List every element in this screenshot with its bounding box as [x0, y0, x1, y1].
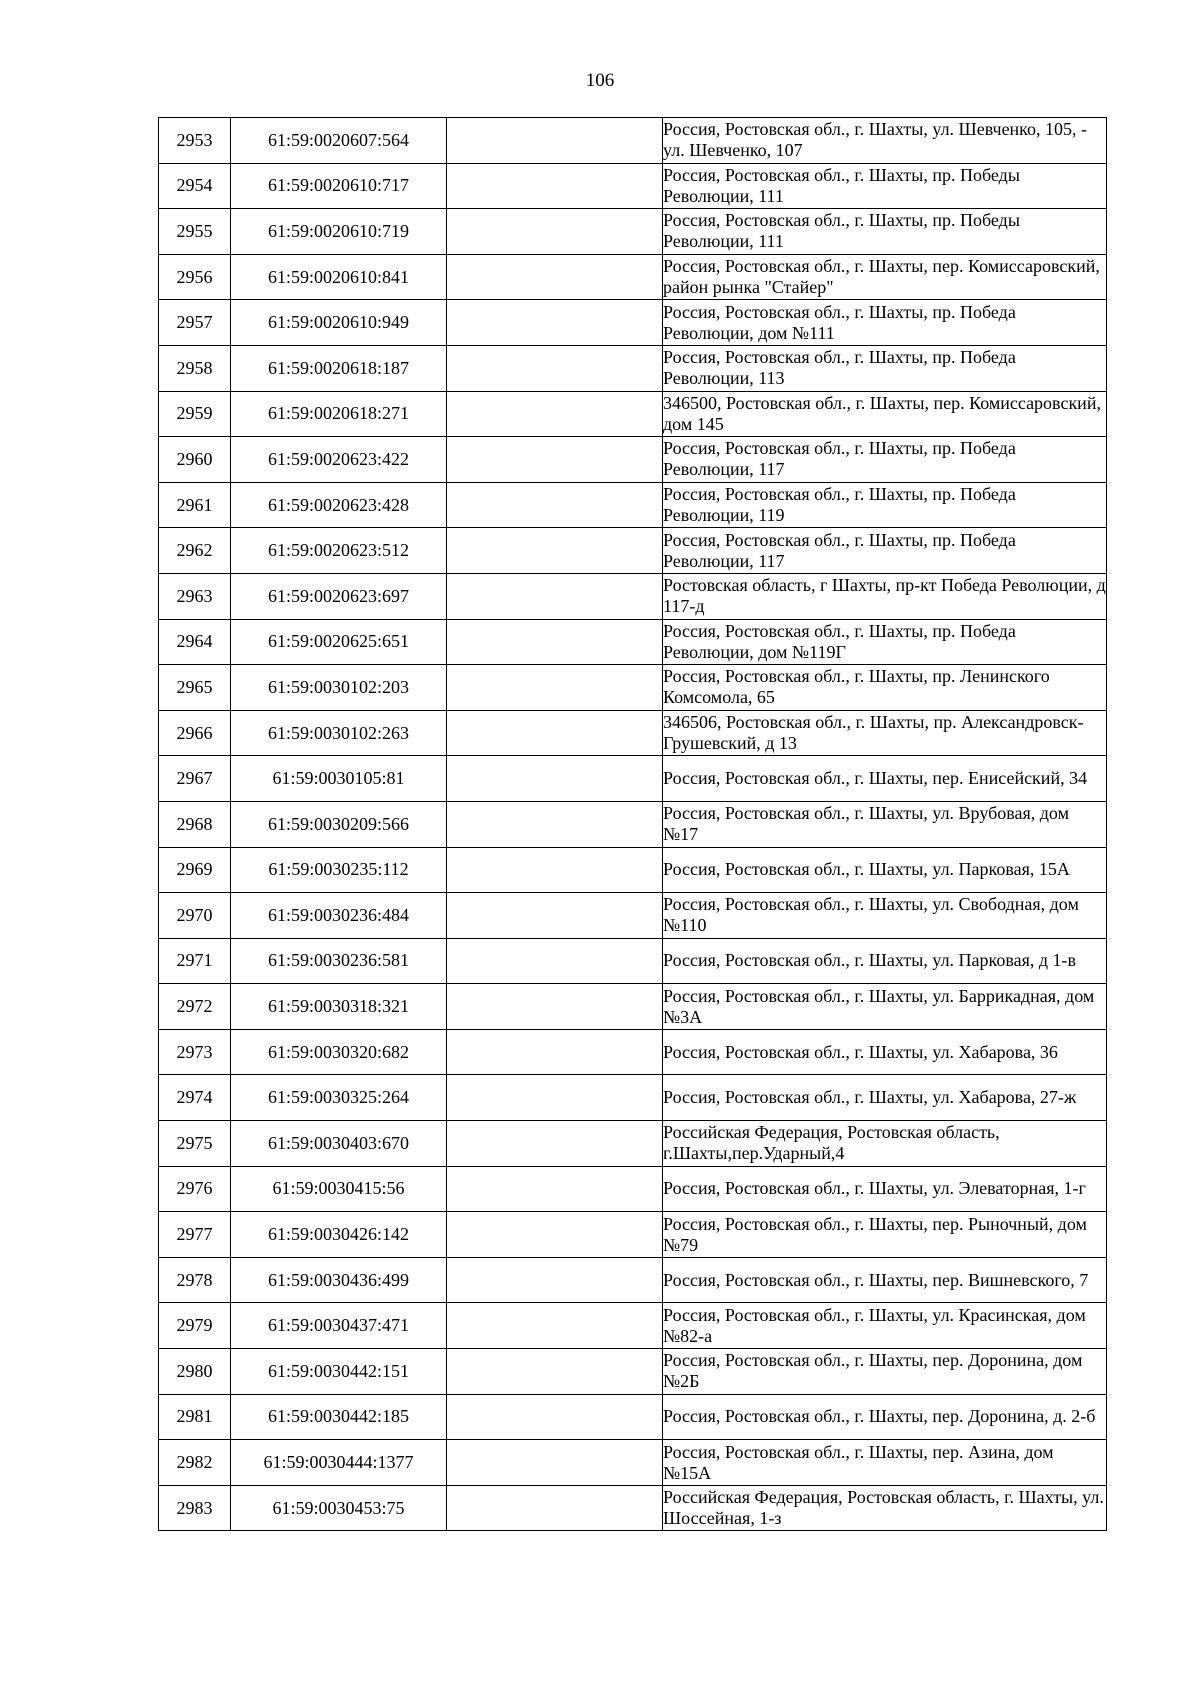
address-cell: 346500, Ростовская обл., г. Шахты, пер. Комиссаровский, дом 145	[663, 391, 1107, 437]
address-cell: Россия, Ростовская обл., г. Шахты, ул. Хабарова, 36	[663, 1029, 1107, 1075]
address-cell: Россия, Ростовская обл., г. Шахты, пр. Победа Революции, дом №111	[663, 300, 1107, 346]
cadastral-number-cell: 61:59:0020618:271	[231, 391, 447, 437]
empty-cell	[447, 893, 663, 939]
table-row	[159, 619, 1107, 665]
cadastral-number-cell: 61:59:0030415:56	[231, 1166, 447, 1212]
table-row	[159, 528, 1107, 574]
table-row	[159, 1394, 1107, 1440]
table-row	[159, 209, 1107, 255]
row-number-cell: 2974	[159, 1075, 231, 1121]
address-cell: Россия, Ростовская обл., г. Шахты, ул. Парковая, 15А	[663, 847, 1107, 893]
table-row	[159, 254, 1107, 300]
table-row	[159, 573, 1107, 619]
address-cell: Россия, Ростовская обл., г. Шахты, пр. Победа Революции, 117	[663, 437, 1107, 483]
empty-cell	[447, 1257, 663, 1303]
empty-cell	[447, 118, 663, 164]
address-cell: Россия, Ростовская обл., г. Шахты, ул. Шевченко, 105, - ул. Шевченко, 107	[663, 118, 1107, 164]
address-cell: Россия, Ростовская обл., г. Шахты, ул. Врубовая, дом №17	[663, 801, 1107, 847]
address-cell: Россия, Ростовская обл., г. Шахты, пер. Доронина, дом №2Б	[663, 1349, 1107, 1395]
empty-cell	[447, 345, 663, 391]
row-number-cell: 2970	[159, 893, 231, 939]
address-cell: Россия, Ростовская обл., г. Шахты, пр. Победа Революции, дом №119Г	[663, 619, 1107, 665]
row-number-cell: 2956	[159, 254, 231, 300]
empty-cell	[447, 756, 663, 802]
row-number-cell: 2958	[159, 345, 231, 391]
cadastral-number-cell: 61:59:0020618:187	[231, 345, 447, 391]
empty-cell	[447, 391, 663, 437]
table-row	[159, 801, 1107, 847]
cadastral-number-cell: 61:59:0020610:949	[231, 300, 447, 346]
empty-cell	[447, 482, 663, 528]
row-number-cell: 2972	[159, 984, 231, 1030]
row-number-cell: 2978	[159, 1257, 231, 1303]
cadastral-number-cell: 61:59:0020610:719	[231, 209, 447, 255]
address-cell: Россия, Ростовская обл., г. Шахты, пр. Победа Революции, 117	[663, 528, 1107, 574]
empty-cell	[447, 528, 663, 574]
address-cell: Россия, Ростовская обл., г. Шахты, пер. Доронина, д. 2-б	[663, 1394, 1107, 1440]
table-row	[159, 1485, 1107, 1531]
empty-cell	[447, 254, 663, 300]
table-row	[159, 756, 1107, 802]
row-number-cell: 2964	[159, 619, 231, 665]
empty-cell	[447, 1303, 663, 1349]
table-row	[159, 163, 1107, 209]
cadastral-number-cell: 61:59:0030444:1377	[231, 1440, 447, 1486]
cadastral-number-cell: 61:59:0030436:499	[231, 1257, 447, 1303]
table-row	[159, 847, 1107, 893]
row-number-cell: 2980	[159, 1349, 231, 1395]
address-cell: Россия, Ростовская обл., г. Шахты, пр. Победы Революции, 111	[663, 209, 1107, 255]
cadastral-number-cell: 61:59:0030437:471	[231, 1303, 447, 1349]
cadastral-number-cell: 61:59:0030453:75	[231, 1485, 447, 1531]
table-row	[159, 118, 1107, 164]
cadastral-number-cell: 61:59:0030236:484	[231, 893, 447, 939]
empty-cell	[447, 619, 663, 665]
row-number-cell: 2971	[159, 938, 231, 984]
table-row	[159, 1166, 1107, 1212]
cadastral-number-cell: 61:59:0030102:203	[231, 665, 447, 711]
cadastral-number-cell: 61:59:0030442:185	[231, 1394, 447, 1440]
address-cell: Российская Федерация, Ростовская область, г. Шахты, ул. Шоссейная, 1-з	[663, 1485, 1107, 1531]
cadastral-number-cell: 61:59:0030403:670	[231, 1121, 447, 1167]
cadastral-number-cell: 61:59:0030320:682	[231, 1029, 447, 1075]
cadastral-number-cell: 61:59:0030209:566	[231, 801, 447, 847]
registry-table	[158, 117, 1107, 1531]
table-row	[159, 1440, 1107, 1486]
table-row	[159, 482, 1107, 528]
cadastral-number-cell: 61:59:0030105:81	[231, 756, 447, 802]
empty-cell	[447, 710, 663, 756]
empty-cell	[447, 847, 663, 893]
address-cell: 346506, Ростовская обл., г. Шахты, пр. Александровск-Грушевский, д 13	[663, 710, 1107, 756]
empty-cell	[447, 665, 663, 711]
address-cell: Россия, Ростовская обл., г. Шахты, ул. Хабарова, 27-ж	[663, 1075, 1107, 1121]
cadastral-number-cell: 61:59:0020623:422	[231, 437, 447, 483]
empty-cell	[447, 163, 663, 209]
cadastral-number-cell: 61:59:0020610:841	[231, 254, 447, 300]
address-cell: Россия, Ростовская обл., г. Шахты, пр. Ленинского Комсомола, 65	[663, 665, 1107, 711]
address-cell: Россия, Ростовская обл., г. Шахты, пер. Вишневского, 7	[663, 1257, 1107, 1303]
empty-cell	[447, 1485, 663, 1531]
table-row	[159, 345, 1107, 391]
table-row	[159, 893, 1107, 939]
cadastral-number-cell: 61:59:0020607:564	[231, 118, 447, 164]
row-number-cell: 2960	[159, 437, 231, 483]
table-row	[159, 300, 1107, 346]
empty-cell	[447, 1166, 663, 1212]
empty-cell	[447, 1349, 663, 1395]
address-cell: Россия, Ростовская обл., г. Шахты, пр. Победы Революции, 111	[663, 163, 1107, 209]
address-cell: Россия, Ростовская обл., г. Шахты, ул. Баррикадная, дом №3А	[663, 984, 1107, 1030]
empty-cell	[447, 801, 663, 847]
empty-cell	[447, 1121, 663, 1167]
cadastral-number-cell: 61:59:0020623:512	[231, 528, 447, 574]
table-row	[159, 710, 1107, 756]
row-number-cell: 2979	[159, 1303, 231, 1349]
cadastral-number-cell: 61:59:0030235:112	[231, 847, 447, 893]
row-number-cell: 2967	[159, 756, 231, 802]
row-number-cell: 2962	[159, 528, 231, 574]
empty-cell	[447, 1440, 663, 1486]
row-number-cell: 2983	[159, 1485, 231, 1531]
row-number-cell: 2975	[159, 1121, 231, 1167]
row-number-cell: 2976	[159, 1166, 231, 1212]
registry-table-body	[159, 118, 1107, 1531]
empty-cell	[447, 1075, 663, 1121]
address-cell: Россия, Ростовская обл., г. Шахты, пер. Азина, дом №15А	[663, 1440, 1107, 1486]
empty-cell	[447, 984, 663, 1030]
row-number-cell: 2965	[159, 665, 231, 711]
page-number: 106	[585, 70, 615, 91]
row-number-cell: 2982	[159, 1440, 231, 1486]
address-cell: Россия, Ростовская обл., г. Шахты, ул. Красинская, дом №82-а	[663, 1303, 1107, 1349]
address-cell: Россия, Ростовская обл., г. Шахты, ул. Свободная, дом №110	[663, 893, 1107, 939]
table-row	[159, 984, 1107, 1030]
address-cell: Россия, Ростовская обл., г. Шахты, пер. Енисейский, 34	[663, 756, 1107, 802]
row-number-cell: 2955	[159, 209, 231, 255]
address-cell: Ростовская область, г Шахты, пр-кт Победа Революции, д 117-д	[663, 573, 1107, 619]
cadastral-number-cell: 61:59:0020625:651	[231, 619, 447, 665]
row-number-cell: 2966	[159, 710, 231, 756]
empty-cell	[447, 1212, 663, 1258]
row-number-cell: 2969	[159, 847, 231, 893]
cadastral-number-cell: 61:59:0020623:697	[231, 573, 447, 619]
table-row	[159, 1212, 1107, 1258]
table-row	[159, 665, 1107, 711]
row-number-cell: 2981	[159, 1394, 231, 1440]
address-cell: Россия, Ростовская обл., г. Шахты, ул. Парковая, д 1-в	[663, 938, 1107, 984]
cadastral-number-cell: 61:59:0030426:142	[231, 1212, 447, 1258]
row-number-cell: 2957	[159, 300, 231, 346]
cadastral-number-cell: 61:59:0030325:264	[231, 1075, 447, 1121]
table-row	[159, 1303, 1107, 1349]
cadastral-number-cell: 61:59:0030236:581	[231, 938, 447, 984]
empty-cell	[447, 573, 663, 619]
empty-cell	[447, 938, 663, 984]
table-row	[159, 1349, 1107, 1395]
empty-cell	[447, 1394, 663, 1440]
row-number-cell: 2968	[159, 801, 231, 847]
table-row	[159, 938, 1107, 984]
row-number-cell: 2954	[159, 163, 231, 209]
row-number-cell: 2953	[159, 118, 231, 164]
empty-cell	[447, 1029, 663, 1075]
empty-cell	[447, 209, 663, 255]
table-row	[159, 391, 1107, 437]
address-cell: Россия, Ростовская обл., г. Шахты, пер. Комиссаровский, район рынка "Стайер"	[663, 254, 1107, 300]
address-cell: Россия, Ростовская обл., г. Шахты, пр. Победа Революции, 119	[663, 482, 1107, 528]
table-row	[159, 1257, 1107, 1303]
address-cell: Россия, Ростовская обл., г. Шахты, ул. Элеваторная, 1-г	[663, 1166, 1107, 1212]
address-cell: Россия, Ростовская обл., г. Шахты, пр. Победа Революции, 113	[663, 345, 1107, 391]
row-number-cell: 2963	[159, 573, 231, 619]
row-number-cell: 2977	[159, 1212, 231, 1258]
row-number-cell: 2959	[159, 391, 231, 437]
row-number-cell: 2973	[159, 1029, 231, 1075]
row-number-cell: 2961	[159, 482, 231, 528]
table-row	[159, 1075, 1107, 1121]
cadastral-number-cell: 61:59:0030442:151	[231, 1349, 447, 1395]
table-row	[159, 1121, 1107, 1167]
empty-cell	[447, 300, 663, 346]
cadastral-number-cell: 61:59:0030318:321	[231, 984, 447, 1030]
cadastral-number-cell: 61:59:0020623:428	[231, 482, 447, 528]
address-cell: Российская Федерация, Ростовская область, г.Шахты,пер.Ударный,4	[663, 1121, 1107, 1167]
cadastral-number-cell: 61:59:0030102:263	[231, 710, 447, 756]
cadastral-number-cell: 61:59:0020610:717	[231, 163, 447, 209]
empty-cell	[447, 437, 663, 483]
table-row	[159, 1029, 1107, 1075]
address-cell: Россия, Ростовская обл., г. Шахты, пер. Рыночный, дом №79	[663, 1212, 1107, 1258]
table-row	[159, 437, 1107, 483]
